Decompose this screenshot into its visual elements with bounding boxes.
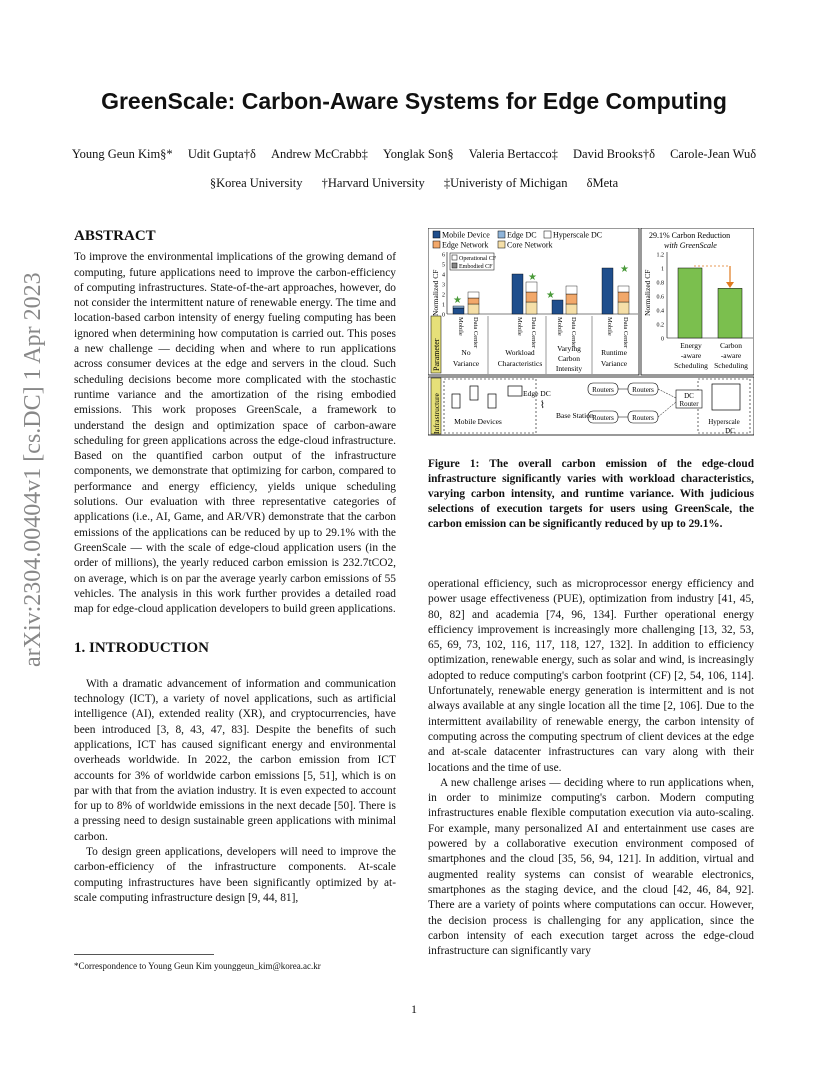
- x-tick-label: Mobile: [457, 317, 464, 336]
- right-panel-subtitle: with GreenScale: [664, 241, 717, 250]
- figure-caption: Figure 1: The overall carbon emission of the edge-cloud infrastructure significantly varies with workload characteristics, varying carbon intensity, and runtime variance. With judicious selections of execution targets for users using GreenScale, the carbon emission can be significantly reduced by up to 29.1%.: [428, 458, 754, 531]
- group-label: Carbon: [557, 354, 581, 363]
- left-column: [74, 229, 396, 906]
- x-tick-label: Data Center: [472, 317, 479, 349]
- affiliation: †Harvard University: [321, 176, 425, 190]
- legend-label: Operational CF: [459, 256, 497, 262]
- left-x-labels: [457, 317, 629, 349]
- author: Valeria Bertacco‡: [468, 147, 558, 161]
- right-y-axis-label: Normalized CF: [643, 269, 652, 316]
- right-bar: [678, 268, 702, 338]
- tick-label: 0: [661, 336, 664, 343]
- legend-swatch: [498, 231, 505, 238]
- legend-swatch: [452, 255, 457, 260]
- legend-label: Edge Network: [442, 240, 489, 250]
- x-tick-label: Data Center: [622, 317, 629, 349]
- bar-segment: [566, 304, 577, 314]
- legend-swatch: [498, 241, 505, 248]
- bar-segment: [468, 292, 479, 298]
- right-panel-title: 29.1% Carbon Reduction: [649, 231, 731, 240]
- affiliation: §Korea University: [209, 176, 303, 190]
- phone-icon: [452, 394, 460, 408]
- bar-segment: [526, 292, 537, 302]
- link: [658, 389, 676, 398]
- legend-label: Embodied CF: [459, 264, 493, 270]
- infra-node-label: DC: [725, 427, 735, 435]
- infra-node-label: Routers: [592, 386, 614, 394]
- abstract-text: To improve the environmental implications of the growing demand of computing, future applications need to improve the carbon-efficiency of computing infrastructures. State-of-the-art approaches, however, do not consider the intermittent nature of renewable energy. The time and location-based carbon intensity of energy fueling computing has been ignored when determining how computation is carried out. This poses a new challenge — deciding when and where to run applications across consumer devices at the edge and servers in the cloud. Such scheduling decisions become more complicated with the stochastic runtime variance and the amortization of the rising embodied emissions. This work proposes GreenScale, a framework to understand the design and optimization space of carbon-aware scheduling for green applications across the edge-cloud infrastructure. Based on the quantified carbon output of the infrastructure components, we demonstrate that optimizing for carbon, compared to performance and energy efficiency, yields unique scheduling solutions. Our evaluation with three representative categories of applications (i.e., AI, Game, and AR/VR) demonstrate that the carbon emissions of the applications can be reduced by up to 29.1% with the GreenScale — with the scale of edge-cloud application users (in the order of millions), the yearly reduced carbon emission is 232.7tCO2, on average, which is on par the average yearly carbon emissions of 55 vehicles. The analysis in this work further provides a detailed road map for edge-cloud application developers to build green applications.: [74, 251, 396, 616]
- author: Carole-Jean Wuδ: [670, 147, 757, 161]
- group-label: Varying: [557, 344, 581, 353]
- link: [658, 402, 676, 417]
- group-label: Intensity: [555, 364, 583, 373]
- body-paragraph: operational efficiency, such as microprocessor energy efficiency and power usage effectiveness (PUE), optimization from industry [41, 45, 80, 82] and academia [74, 96, 134]. Further operational energy efficiency improvement is increasingly more challenging [13, 32, 53, 65, 69, 73, 102, 116, 117, 118, 127, 132]. In addition to efficiency optimization, renewable energy, such as solar and wind, is increasingly adopted to reduce computing's carbon footprint (CF) [2, 54, 106, 114]. Unfortunately, renewable energy generation is intermittent and is not always available at any single location all the time [2, 106]. Due to the intermittent availability of renewable energy, the carbon intensity of computing across the computing spectrum of client devices at the edge and at-scale datacenter infrastructures can vary along with their locations and the time of use.: [428, 578, 754, 774]
- legend-swatch: [544, 231, 551, 238]
- right-bar-label: -aware: [680, 351, 702, 360]
- intro-paragraph: With a dramatic advancement of information and communication technology (ICT), a variety of novel applications, such as artificial intelligence (AI), extended reality (XR), and cryptocurrencies, have been introduced [3, 8, 43, 47, 83]. Despite the benefits of such applications, ICT has caused significant energy and environmental overheads worldwide. In 2022, the carbon emission from ICT accounts for 3% of worldwide carbon emissions [5, 51], which is on par with that from the aviation industry. It is even expected to account for up to 8% of worldwide emissions in the next decade [50]. There is a pressing need to design sustainable green applications with minimal carbon.: [74, 677, 396, 843]
- infra-node-label: Routers: [632, 414, 654, 422]
- group-label: Characteristics: [497, 359, 543, 368]
- bar-segment: [453, 308, 464, 314]
- infra-node-label: Hyperscale: [708, 418, 740, 426]
- group-label: Workload: [505, 348, 535, 357]
- bar-segment: [566, 294, 577, 304]
- tick-label: 1: [661, 266, 664, 273]
- x-tick-label: Data Center: [530, 317, 537, 349]
- right-bars: [678, 268, 742, 338]
- parameter-label: Parameter: [432, 338, 441, 371]
- left-y-ticks: [442, 253, 445, 319]
- right-bar-label: Energy: [680, 341, 702, 350]
- star-icon: ★: [528, 272, 537, 283]
- x-tick-label: Data Center: [570, 317, 577, 349]
- right-bar-label: Carbon: [719, 341, 743, 350]
- right-bar-label: -aware: [720, 351, 742, 360]
- x-tick-label: Mobile: [606, 317, 613, 336]
- bar-segment: [618, 302, 629, 314]
- right-y-ticks: [657, 253, 665, 343]
- star-icon: ★: [546, 290, 555, 301]
- tick-label: 0.8: [656, 280, 664, 287]
- group-label: Variance: [452, 359, 480, 368]
- tick-label: 1.2: [656, 252, 664, 259]
- infra-node-label: Router: [679, 400, 699, 408]
- body-paragraph: A new challenge arises — deciding where to run applications when, in order to minimize computing's carbon. Modern computing infrastructures enable flexible computation execution via auto-scaling. For example, many personalized AI and entertainment use cases are powered by a collaborative execution environment composed of smartphones and the cloud [35, 56, 94, 121]. In addition, virtual and augmented reality systems can consist of wearable electronics, smartphones as the staging device, and the cloud [42, 46, 84, 92]. There are a variety of points where computations can occur. However, the decision process is challenging for any application, since the carbon intensity of each execution target across the edge-cloud infrastructure can significantly vary: [428, 776, 754, 958]
- phone-icon: [470, 386, 478, 400]
- star-icon: ★: [620, 264, 629, 275]
- arxiv-id: arXiv:2304.00404v1 [cs.DC] 1 Apr 2023: [20, 272, 46, 667]
- intro-paragraph: To design green applications, developers will need to improve the carbon-efficiency of the infrastructure components. At-scale computing infrastructures have been significantly optimized by at-scale computing infrastructure design [9, 44, 81],: [74, 845, 396, 904]
- bar-segment: [526, 282, 537, 292]
- group-label: No: [461, 348, 471, 357]
- tick-label: 0: [442, 312, 445, 319]
- tick-label: 2: [442, 292, 445, 299]
- abstract-heading: ABSTRACT: [74, 228, 156, 244]
- tick-label: 0.6: [656, 294, 664, 301]
- infra-node-label: Routers: [632, 386, 654, 394]
- author: Andrew McCrabb‡: [270, 147, 368, 161]
- affiliation-list: [0, 176, 828, 191]
- right-bar-label: Scheduling: [714, 361, 748, 370]
- group-label: Runtime: [601, 348, 627, 357]
- legend-swatch: [452, 263, 457, 268]
- bar-segment: [618, 286, 629, 292]
- laptop-icon: [508, 386, 522, 396]
- figure-graphic: [428, 228, 754, 436]
- affiliation: δMeta: [586, 176, 619, 190]
- author: Young Geun Kim§*: [71, 147, 173, 161]
- group-label: Variance: [600, 359, 628, 368]
- affiliation: ‡Univeristy of Michigan: [443, 176, 568, 190]
- bar-segment: [566, 286, 577, 294]
- bar-segment: [618, 292, 629, 302]
- legend-swatch: [433, 231, 440, 238]
- tick-label: 0.2: [656, 322, 664, 329]
- bar-segment: [512, 274, 523, 314]
- bar-segment: [453, 306, 464, 308]
- legend-label: Core Network: [507, 240, 553, 250]
- legend-swatch: [433, 241, 440, 248]
- tick-label: 3: [442, 282, 445, 289]
- figure-1: [428, 228, 754, 436]
- author: Udit Gupta†δ: [187, 147, 256, 161]
- infrastructure-label: Infrastructure: [432, 393, 441, 434]
- bar-segment: [602, 268, 613, 314]
- bar-segment: [552, 300, 563, 314]
- left-y-axis-label: Normalized CF: [431, 269, 440, 316]
- reduction-arrowhead: [726, 282, 734, 288]
- author: David Brooks†δ: [573, 147, 655, 161]
- tick-label: 0.4: [656, 308, 664, 315]
- infra-node-label: Edge DC: [523, 389, 551, 398]
- bar-segment: [468, 298, 479, 304]
- paper-title: GreenScale: Carbon-Aware Systems for Edge Computing: [101, 88, 727, 114]
- left-bars: [453, 268, 629, 314]
- infra-node-label: Routers: [592, 414, 614, 422]
- footnote: *Correspondence to Young Geun Kim younggeun_kim@korea.ac.kr: [74, 961, 321, 971]
- x-tick-label: Mobile: [556, 317, 563, 336]
- server-rack-icon: [712, 384, 740, 410]
- x-tick-label: Mobile: [516, 317, 523, 336]
- infra-node-label: DC: [684, 392, 694, 400]
- right-bar-label: Scheduling: [674, 361, 708, 370]
- bar-segment: [468, 304, 479, 314]
- author: Yonglak Son§: [382, 147, 454, 161]
- footnote-rule: [74, 954, 214, 955]
- right-column: [428, 577, 754, 959]
- infra-node-label: Base Station: [556, 411, 594, 420]
- tick-label: 1: [442, 302, 445, 309]
- antenna-icon: ⌇: [540, 400, 545, 411]
- phone-icon: [488, 394, 496, 408]
- infra-node-label: Mobile Devices: [454, 417, 502, 426]
- tick-label: 6: [442, 252, 445, 259]
- legend-label: Mobile Device: [442, 230, 490, 240]
- legend-label: Edge DC: [507, 230, 537, 240]
- intro-heading: 1. INTRODUCTION: [74, 640, 210, 657]
- bar-segment: [526, 302, 537, 314]
- tick-label: 5: [442, 262, 445, 269]
- star-icon: ★: [453, 295, 462, 306]
- author-list: [0, 147, 828, 162]
- page-number: 1: [411, 1002, 417, 1016]
- tick-label: 4: [442, 272, 445, 279]
- right-bar: [718, 288, 742, 338]
- legend-label: Hyperscale DC: [553, 230, 603, 240]
